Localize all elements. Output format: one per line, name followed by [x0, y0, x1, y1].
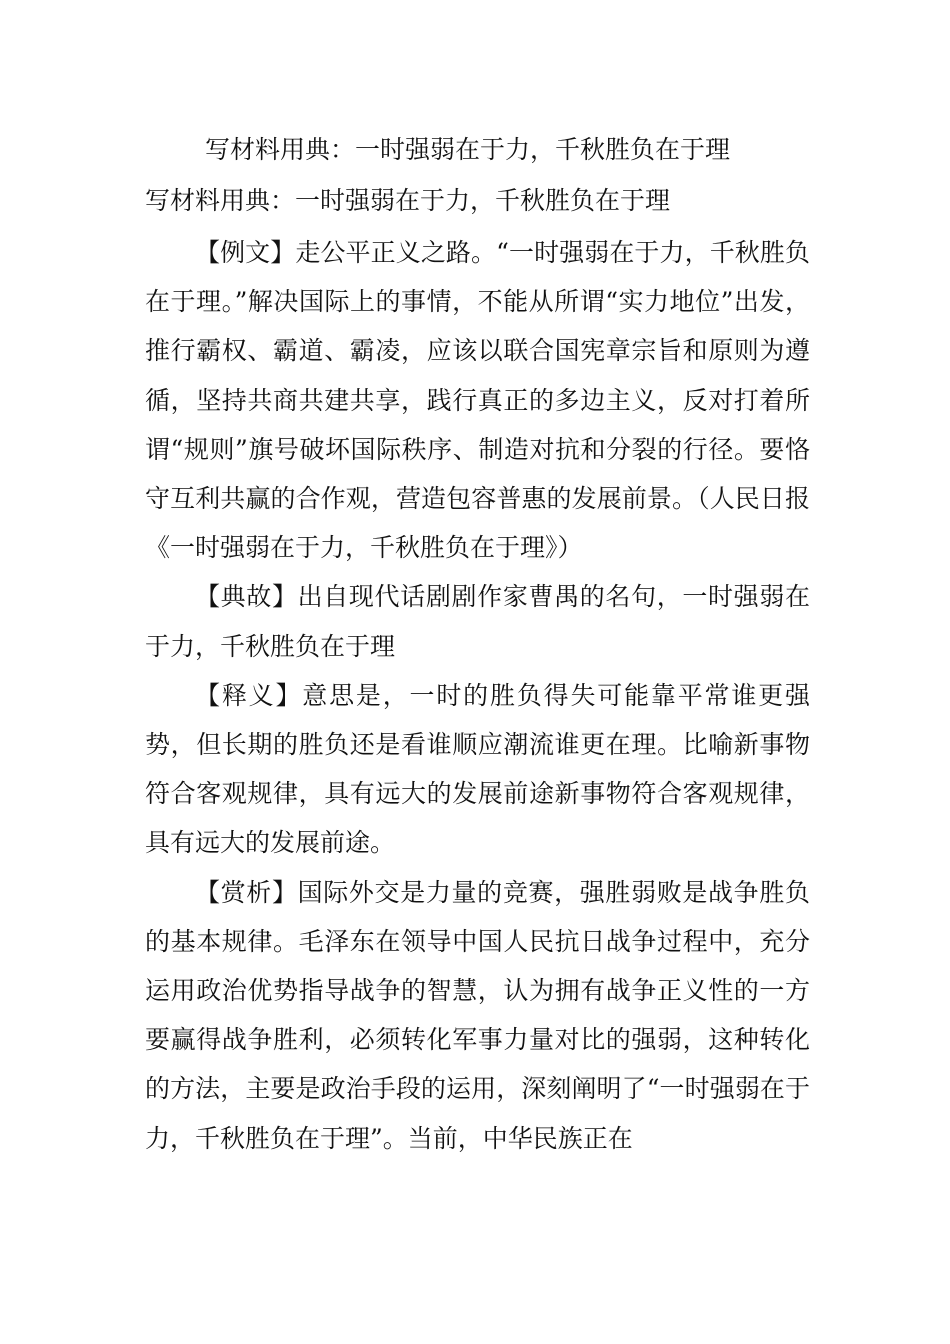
- paragraph-allusion: [145, 572, 810, 670]
- section-tag-meaning: 【释义】: [195, 680, 303, 710]
- paragraph-example: [145, 228, 810, 572]
- section-text-meaning: 意思是，一时的胜负得失可能靠平常谁更强势，但长期的胜负还是看谁顺应潮流谁更在理。比喻新事物符合客观规律，具有远大的发展前途新事物符合客观规律，具有远大的发展前途。: [145, 680, 810, 858]
- section-tag-allusion: 【典故】: [195, 582, 298, 612]
- section-text-allusion: 出自现代话剧剧作家曹禺的名句，一时强弱在于力，千秋胜负在于理: [145, 582, 810, 661]
- section-tag-example: 【例文】: [195, 238, 296, 267]
- document-subtitle: 写材料用典：一时强弱在于力，千秋胜负在于理: [145, 186, 671, 215]
- section-text-appreciation: 国际外交是力量的竞赛，强胜弱败是战争胜负的基本规律。毛泽东在领导中国人民抗日战争过程中，充分运用政治优势指导战争的智慧，认为拥有战争正义性的一方要赢得战争胜利，必须转化军事力量对比的强弱，这种转化的方法，主要是政治手段的运用，深刻阐明了“一时强弱在于力，千秋胜负在于理”。当前，中华民族正在: [145, 877, 810, 1153]
- paragraph-appreciation: [145, 868, 810, 1163]
- paragraph-meaning: [145, 671, 810, 868]
- document-body: [145, 228, 810, 1163]
- section-text-example: 走公平正义之路。“一时强弱在于力，千秋胜负在于理。”解决国际上的事情，不能从所谓“实力地位”出发，推行霸权、霸道、霸凌，应该以联合国宪章宗旨和原则为遵循，坚持共商共建共享，践行真正的多边主义，反对打着所谓“规则”旗号破坏国际秩序、制造对抗和分裂的行径。要恪守互利共赢的合作观，营造包容普惠的发展前景。（人民日报《一时强弱在于力，千秋胜负在于理》）: [145, 238, 810, 563]
- document-title: 写材料用典：一时强弱在于力，千秋胜负在于理: [205, 135, 731, 164]
- section-tag-appreciation: 【赏析】: [195, 877, 298, 907]
